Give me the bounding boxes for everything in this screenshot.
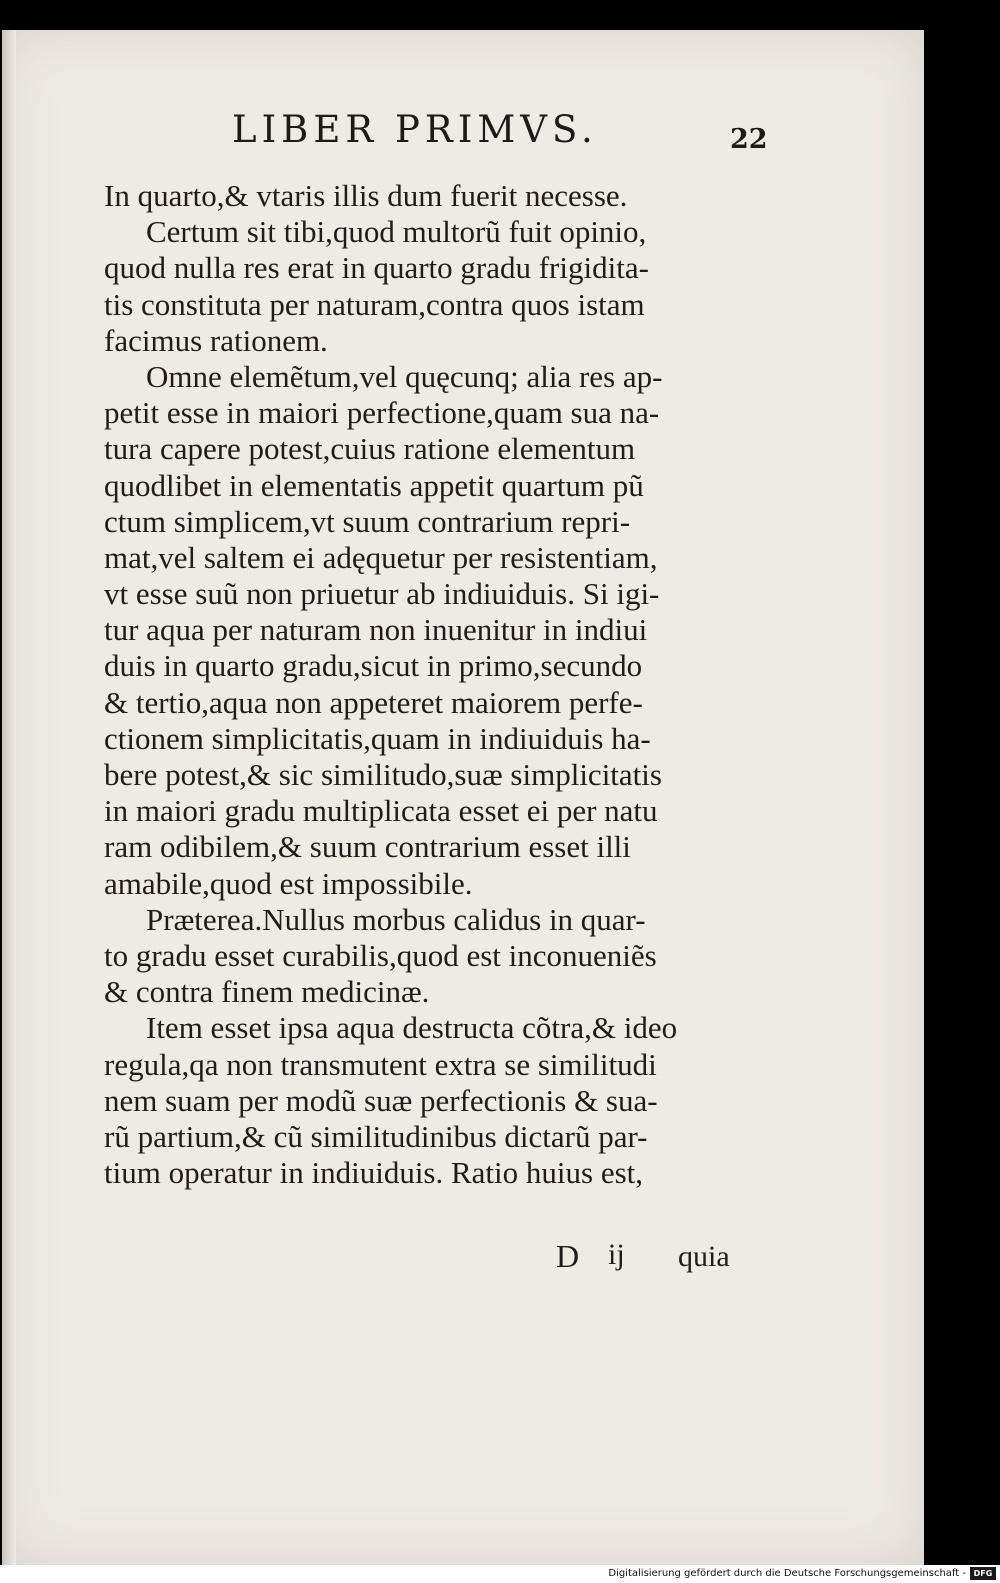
- running-head: LIBER PRIMVS.: [232, 108, 598, 151]
- text-line: rũ partium,& cũ similitudinibus dictarũ par-: [104, 1118, 648, 1154]
- text-line: to gradu esset curabilis,quod est inconueniẽs: [104, 937, 657, 973]
- text-line: amabile,quod est impossibile.: [104, 865, 473, 901]
- text-line: petit esse in maiori perfectione,quam sua na-: [104, 395, 660, 431]
- body-text: [104, 178, 770, 1191]
- text-line: In quarto,& vtaris illis dum fuerit necesse.: [104, 178, 628, 213]
- page-edge: [2, 30, 16, 1565]
- text-line: tium operatur in indiuiduis. Ratio huius est,: [104, 1155, 644, 1191]
- text-line: ram odibilem,& suum contrarium esset illi: [104, 829, 631, 865]
- digitization-footer: [0, 1565, 1000, 1583]
- footer-credit: Digitalisierung gefördert durch die Deutsche Forschungsgemeinschaft -: [608, 1568, 966, 1579]
- text-line: & tertio,aqua non appeteret maiorem perfe-: [104, 684, 643, 720]
- text-line: ctionem simplicitatis,quam in indiuiduis ha-: [104, 720, 651, 756]
- text-line: Certum sit tibi,quod multorũ fuit opinio,: [146, 214, 647, 250]
- text-line: duis in quarto gradu,sicut in primo,secundo: [104, 648, 643, 684]
- text-line: Item esset ipsa aqua destructa cõtra,& ideo: [146, 1010, 678, 1046]
- page-number: 22: [730, 124, 768, 155]
- catchword-line: [556, 1238, 766, 1278]
- dfg-logo: DFG: [970, 1567, 996, 1580]
- text-line: & contra finem medicinæ.: [104, 974, 430, 1010]
- text-line: quod nulla res erat in quarto gradu frigidita-: [104, 250, 649, 286]
- signature-mark: D: [556, 1238, 580, 1274]
- text-line: nem suam per modũ suæ perfectionis & sua-: [104, 1082, 658, 1118]
- text-line: regula,qa non transmutent extra se similitudi: [104, 1046, 657, 1082]
- text-line: tur aqua per naturam non inuenitur in indiui: [104, 612, 648, 648]
- text-line: mat,vel saltem ei adęquetur per resistentiam,: [104, 539, 658, 575]
- text-line: Omne elemẽtum,vel quęcunq; alia res ap-: [146, 358, 663, 394]
- text-line: facimus rationem.: [104, 322, 328, 358]
- catchword: quia: [678, 1240, 730, 1273]
- text-line: in maiori gradu multiplicata esset ei per natu: [104, 793, 658, 829]
- text-line: Præterea.Nullus morbus calidus in quar-: [146, 901, 646, 937]
- text-line: tura capere potest,cuius ratione elementum: [104, 431, 636, 467]
- text-line: tis constituta per naturam,contra quos istam: [104, 286, 645, 322]
- text-line: quodlibet in elementatis appetit quartum pũ: [104, 467, 644, 503]
- signature-number: ij: [608, 1238, 625, 1271]
- text-line: bere potest,& sic similitudo,suæ simplicitatis: [104, 757, 662, 792]
- text-line: ctum simplicem,vt suum contrarium repri-: [104, 503, 631, 539]
- text-line: vt esse suũ non priuetur ab indiuiduis. Si igi-: [104, 576, 660, 612]
